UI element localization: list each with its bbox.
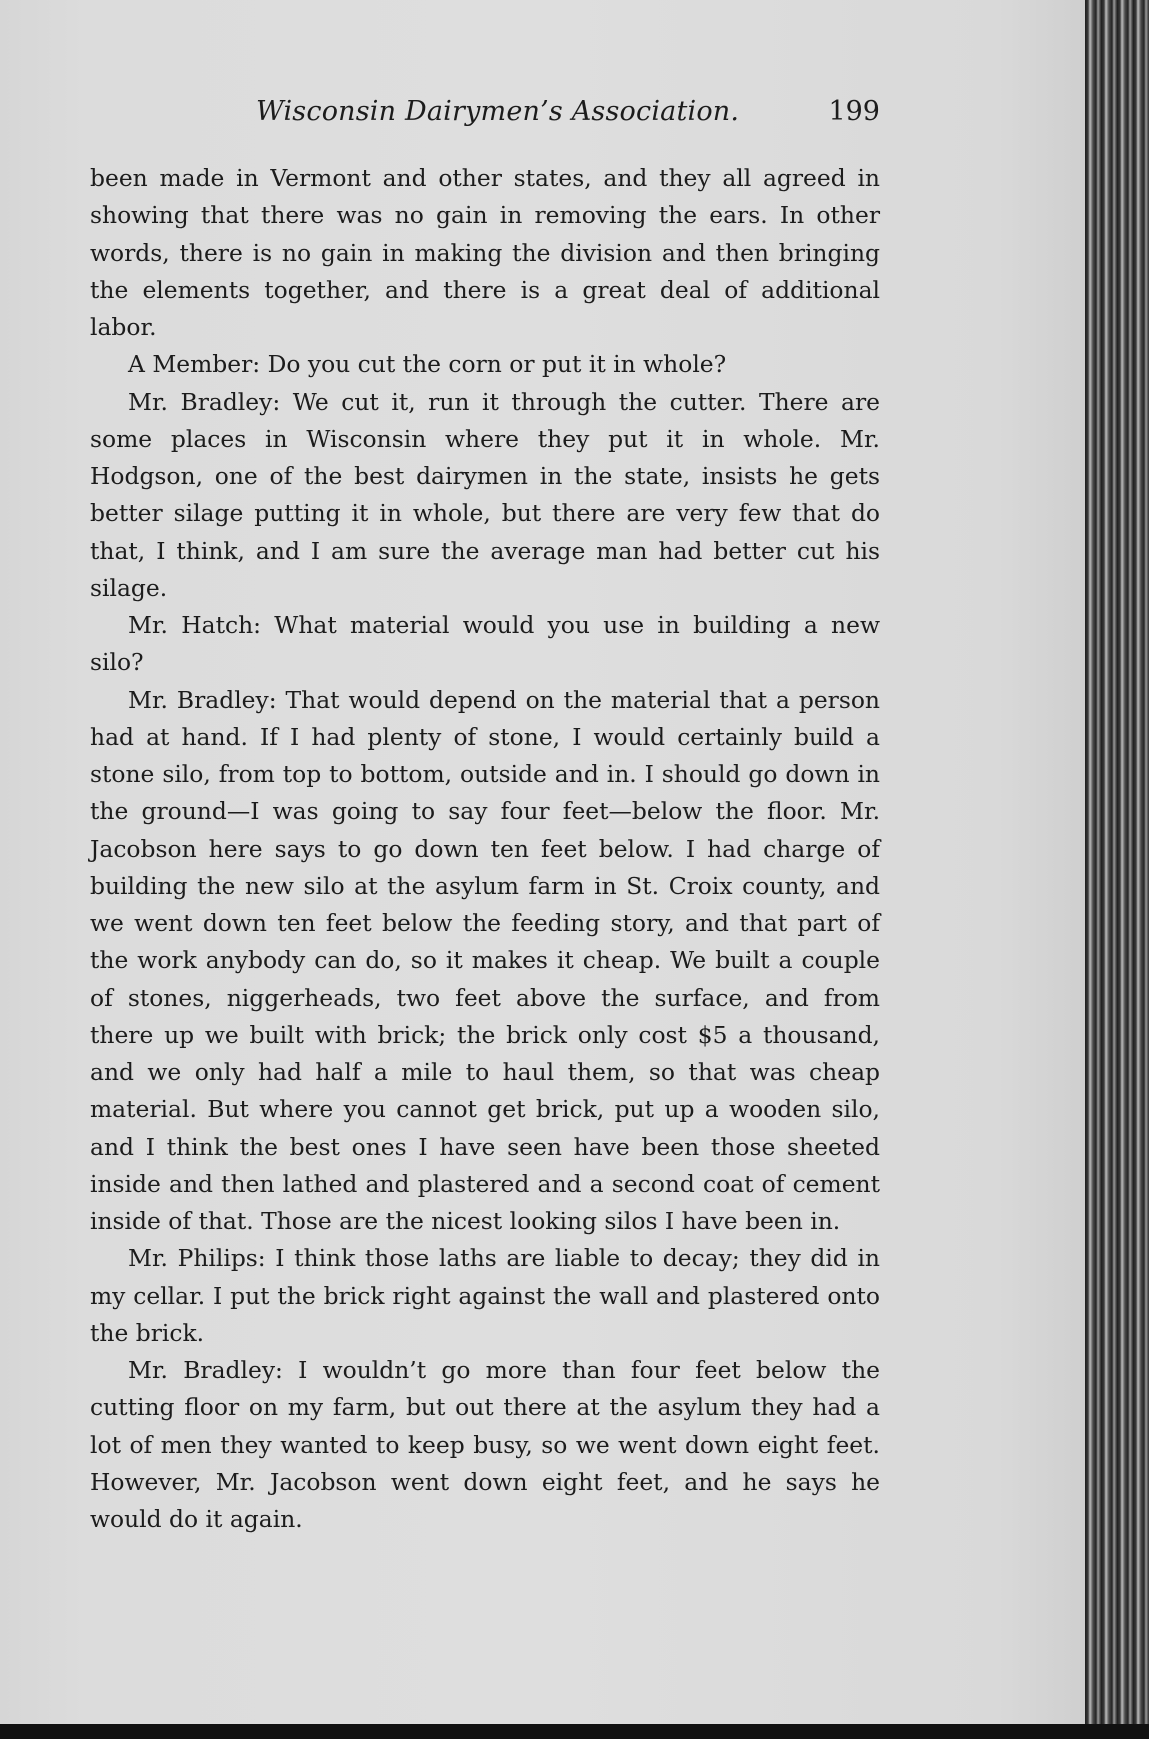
paragraph-bradley-material: Mr. Bradley: That would depend on the material that a person had at hand. If I had plenty of stone, I would certainly build a stone silo, from top to bottom, outside and in. I should go down in the ground—I was going to say four feet—below the floor. Mr. Jacobson here says to go down ten feet below. I had charge of building the new silo at the asylum farm in St. Croix county, and we went down ten feet below the feeding story, and that part of the work anybody can do, so it makes it cheap. We built a couple of stones, niggerheads, two feet above the surface, and from there up we built with brick; the brick only cost $5 a thousand, and we only had half a mile to haul them, so that was cheap material. But where you cannot get brick, put up a wooden silo, and I think the best ones I have seen have been those sheeted inside and then lathed and plastered and a second coat of cement inside of that. Those are the nicest looking silos I have been in.	[90, 685, 880, 1235]
paragraph-member-question: A Member: Do you cut the corn or put it in whole?	[128, 350, 727, 379]
page-header	[90, 96, 880, 140]
scan-bottom-edge	[0, 1724, 1149, 1739]
paragraph-philips: Mr. Philips: I think those laths are liable to decay; they did in my cellar. I put the brick right against the wall and plastered onto the brick.	[90, 1244, 880, 1347]
book-gutter-edge	[1085, 0, 1149, 1739]
page-number: 199	[828, 96, 880, 127]
paragraph-hatch-question: Mr. Hatch: What material would you use in building a new silo?	[90, 611, 880, 677]
paragraph-continuation: been made in Vermont and other states, and they all agreed in showing that there was no gain in removing the ears. In other words, there is no gain in making the division and then bringing the elements together, and there is a great deal of additional labor.	[90, 164, 880, 341]
running-title: Wisconsin Dairymen’s Association.	[256, 96, 740, 127]
paragraph-bradley-depth: Mr. Bradley: I wouldn’t go more than four feet below the cutting floor on my farm, but out there at the asylum they had a lot of men they wanted to keep busy, so we went down eight feet. However, Mr. Jacobson went down eight feet, and he says he would do it again.	[90, 1356, 880, 1533]
body-text	[90, 160, 880, 1538]
paragraph-bradley-cutting: Mr. Bradley: We cut it, run it through the cutter. There are some places in Wisconsin where they put it in whole. Mr. Hodgson, one of the best dairymen in the state, insists he gets better silage putting it in whole, but there are very few that do that, I think, and I am sure the average man had better cut his silage.	[90, 387, 880, 602]
